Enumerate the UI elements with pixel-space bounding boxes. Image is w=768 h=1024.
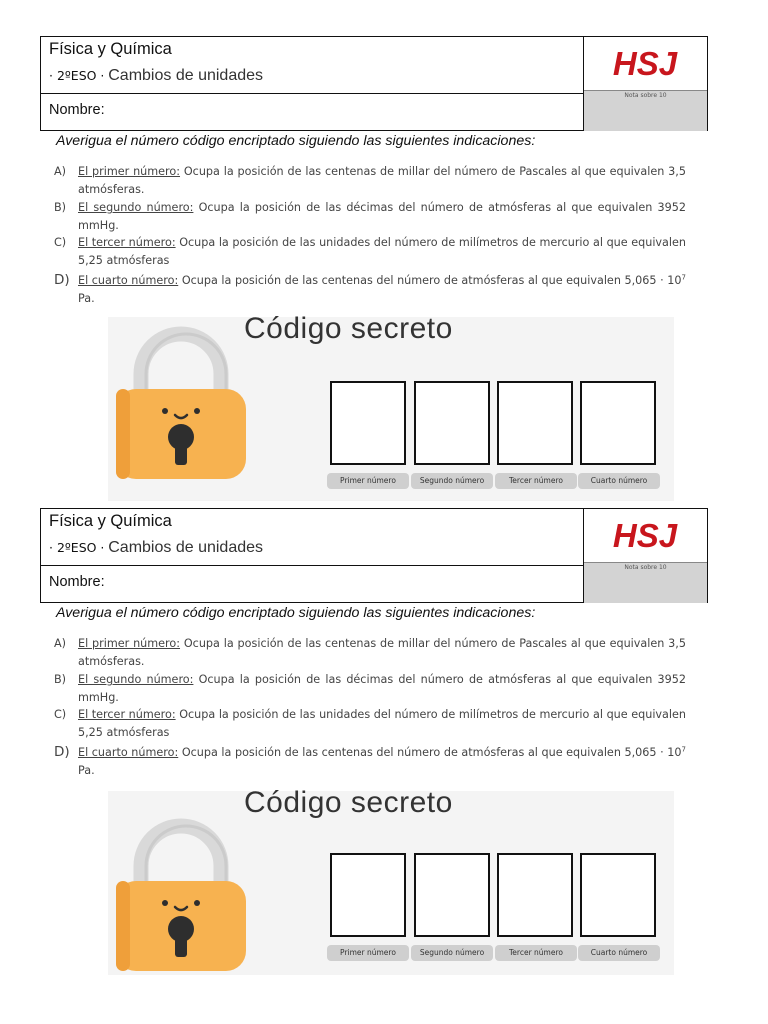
code-digit-box-1[interactable]	[330, 381, 406, 465]
clue-letter: C)	[54, 708, 67, 721]
name-label: Nombre:	[49, 574, 105, 590]
exponent: 7	[681, 273, 686, 282]
clue-text: Ocupa la posición de las centenas de millar del número de Pascales al que equivalen 3,5 atmósferas.	[78, 165, 686, 196]
clue-text: Ocupa la posición de las unidades del número de milímetros de mercurio al que equivalen 5,25 atmósferas	[78, 708, 686, 739]
code-digit-box-4[interactable]	[580, 381, 656, 465]
code-label-4: Cuarto número	[578, 945, 660, 961]
clue-letter: D)	[54, 744, 70, 760]
name-field[interactable]	[41, 94, 584, 130]
course-line	[49, 539, 263, 557]
course-level: · 2ºESO ·	[49, 68, 105, 83]
subject-title: Física y Química	[49, 512, 172, 530]
school-logo	[584, 509, 707, 562]
code-label-1: Primer número	[327, 945, 409, 961]
clue-letter: A)	[54, 637, 67, 650]
clue-text: Ocupa la posición de las unidades del número de milímetros de mercurio al que equivalen 5,25 atmósferas	[78, 236, 686, 267]
clue-label: El primer número:	[78, 165, 181, 178]
worksheet-1	[0, 36, 768, 508]
header-title-cell	[41, 509, 584, 566]
padlock-icon	[113, 319, 249, 495]
code-label-2: Segundo número	[411, 473, 493, 489]
clue-label: El segundo número:	[78, 673, 194, 686]
code-digit-box-3[interactable]	[497, 381, 573, 465]
code-digit-box-2[interactable]	[414, 381, 490, 465]
course-level: · 2ºESO ·	[49, 540, 105, 555]
clue-letter: A)	[54, 165, 67, 178]
clue-text: Ocupa la posición de las centenas del número de atmósferas al que equivalen 5,065 · 10	[178, 274, 682, 287]
course-line	[49, 67, 263, 85]
code-title: Código secreto	[244, 786, 453, 819]
topic-title: Cambios de unidades	[108, 539, 264, 556]
clue-label: El segundo número:	[78, 201, 194, 214]
worksheet-2	[0, 508, 768, 980]
worksheet-header	[40, 36, 708, 131]
clue-text: Ocupa la posición de las décimas del número de atmósferas al que equivalen 3952 mmHg.	[78, 201, 687, 232]
clue-label: El cuarto número:	[78, 746, 179, 759]
clue-label: El primer número:	[78, 637, 181, 650]
code-label-1: Primer número	[327, 473, 409, 489]
grade-label: Nota sobre 10	[624, 564, 667, 571]
code-digit-box-4[interactable]	[580, 853, 656, 937]
grade-box[interactable]	[584, 90, 707, 131]
grade-box[interactable]	[584, 562, 707, 603]
code-digit-box-2[interactable]	[414, 853, 490, 937]
code-title: Código secreto	[244, 312, 453, 345]
code-label-3: Tercer número	[495, 473, 577, 489]
logo-text: HSJ	[612, 45, 678, 82]
hsj-logo-icon	[584, 37, 707, 90]
clue-text: Ocupa la posición de las décimas del número de atmósferas al que equivalen 3952 mmHg.	[78, 673, 687, 704]
clue-label: El tercer número:	[78, 708, 176, 721]
clue-text: Ocupa la posición de las centenas del número de atmósferas al que equivalen 5,065 · 10	[178, 746, 682, 759]
code-digit-box-3[interactable]	[497, 853, 573, 937]
instruction-text: Averigua el número código encriptado siguiendo las siguientes indicaciones:	[56, 605, 536, 621]
subject-title: Física y Química	[49, 40, 172, 58]
exponent: 7	[681, 745, 686, 754]
instruction-text: Averigua el número código encriptado siguiendo las siguientes indicaciones:	[56, 133, 536, 149]
clue-letter: D)	[54, 272, 70, 288]
code-label-3: Tercer número	[495, 945, 577, 961]
logo-text: HSJ	[612, 517, 678, 554]
code-label-4: Cuarto número	[578, 473, 660, 489]
clue-text: Ocupa la posición de las centenas de millar del número de Pascales al que equivalen 3,5 atmósferas.	[78, 637, 686, 668]
grade-label: Nota sobre 10	[624, 92, 667, 99]
name-label: Nombre:	[49, 102, 105, 118]
padlock-icon	[113, 811, 249, 987]
clue-tail: Pa.	[78, 292, 95, 305]
hsj-logo-icon	[584, 509, 707, 562]
name-field[interactable]	[41, 566, 584, 602]
topic-title: Cambios de unidades	[108, 67, 264, 84]
code-digit-box-1[interactable]	[330, 853, 406, 937]
clue-letter: C)	[54, 236, 67, 249]
clue-label: El cuarto número:	[78, 274, 179, 287]
clue-tail: Pa.	[78, 764, 95, 777]
clue-label: El tercer número:	[78, 236, 176, 249]
school-logo	[584, 37, 707, 90]
header-title-cell	[41, 37, 584, 94]
worksheet-header	[40, 508, 708, 603]
clue-letter: B)	[54, 201, 67, 214]
code-label-2: Segundo número	[411, 945, 493, 961]
clue-letter: B)	[54, 673, 67, 686]
